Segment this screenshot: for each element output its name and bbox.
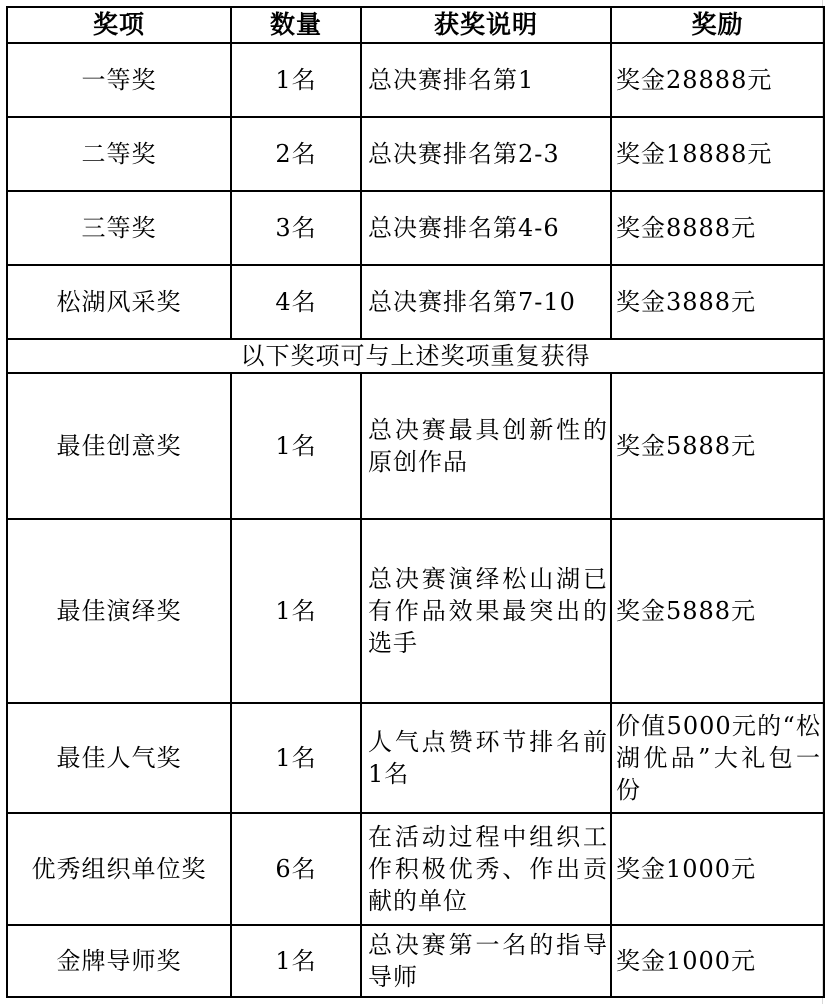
repeat-eligibility-note: 以下奖项可与上述奖项重复获得 <box>7 339 824 373</box>
award-count: 1名 <box>231 519 361 703</box>
award-description: 总决赛排名第7-10 <box>361 265 611 339</box>
award-count: 3名 <box>231 191 361 265</box>
award-description: 人气点赞环节排名前1名 <box>361 703 611 813</box>
award-name: 最佳演绎奖 <box>7 519 231 703</box>
award-name: 三等奖 <box>7 191 231 265</box>
award-description: 总决赛排名第1 <box>361 43 611 117</box>
award-count: 1名 <box>231 925 361 997</box>
award-description: 总决赛第一名的指导导师 <box>361 925 611 997</box>
award-count: 1名 <box>231 43 361 117</box>
award-name: 松湖风采奖 <box>7 265 231 339</box>
table-row <box>7 925 824 997</box>
table-row <box>7 43 824 117</box>
award-description: 总决赛排名第2-3 <box>361 117 611 191</box>
award-reward: 奖金8888元 <box>611 191 824 265</box>
award-reward: 奖金5888元 <box>611 373 824 519</box>
header-description: 获奖说明 <box>361 7 611 43</box>
award-description: 在活动过程中组织工作积极优秀、作出贡献的单位 <box>361 813 611 925</box>
table-row <box>7 813 824 925</box>
award-name: 金牌导师奖 <box>7 925 231 997</box>
award-description: 总决赛演绎松山湖已有作品效果最突出的选手 <box>361 519 611 703</box>
award-name: 优秀组织单位奖 <box>7 813 231 925</box>
awards-table <box>6 6 825 998</box>
award-name: 二等奖 <box>7 117 231 191</box>
table-row <box>7 117 824 191</box>
header-reward: 奖励 <box>611 7 824 43</box>
table-row <box>7 191 824 265</box>
award-description: 总决赛排名第4-6 <box>361 191 611 265</box>
award-reward: 奖金1000元 <box>611 813 824 925</box>
table-row <box>7 265 824 339</box>
award-description: 总决赛最具创新性的原创作品 <box>361 373 611 519</box>
award-count: 4名 <box>231 265 361 339</box>
table-row <box>7 373 824 519</box>
award-reward: 价值5000元的“松湖优品”大礼包一份 <box>611 703 824 813</box>
header-award: 奖项 <box>7 7 231 43</box>
award-count: 1名 <box>231 703 361 813</box>
award-reward: 奖金5888元 <box>611 519 824 703</box>
award-count: 2名 <box>231 117 361 191</box>
award-name: 一等奖 <box>7 43 231 117</box>
table-row <box>7 703 824 813</box>
award-count: 1名 <box>231 373 361 519</box>
header-row <box>7 7 824 43</box>
award-reward: 奖金1000元 <box>611 925 824 997</box>
header-count: 数量 <box>231 7 361 43</box>
award-reward: 奖金3888元 <box>611 265 824 339</box>
note-row <box>7 339 824 373</box>
award-reward: 奖金18888元 <box>611 117 824 191</box>
award-count: 6名 <box>231 813 361 925</box>
award-name: 最佳创意奖 <box>7 373 231 519</box>
award-reward: 奖金28888元 <box>611 43 824 117</box>
award-name: 最佳人气奖 <box>7 703 231 813</box>
table-row <box>7 519 824 703</box>
